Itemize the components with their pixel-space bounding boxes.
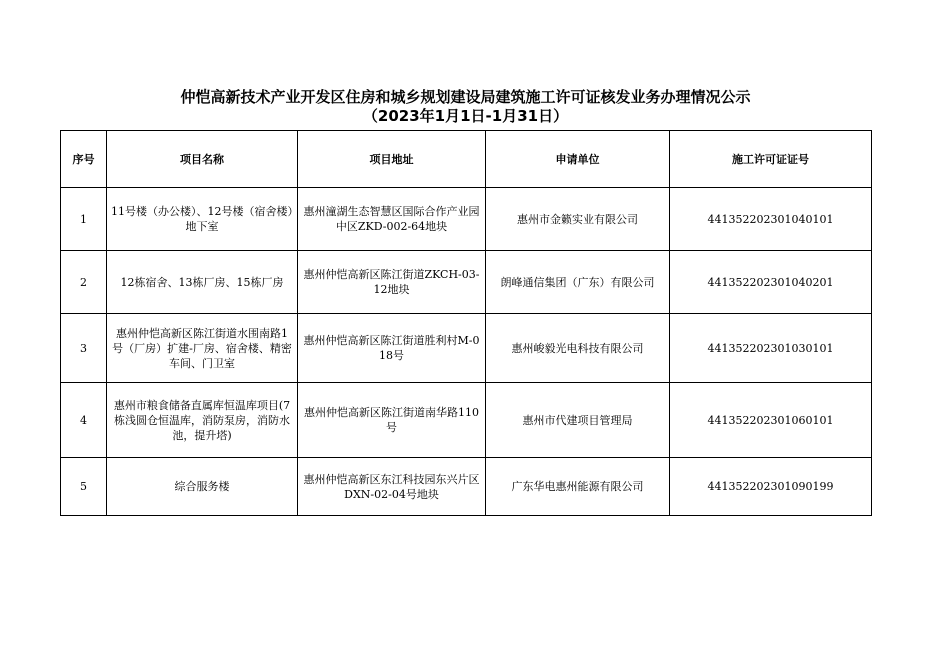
table-row [61, 383, 872, 458]
table-row [61, 458, 872, 516]
table-row [61, 251, 872, 314]
permit-table [60, 130, 872, 516]
page-title: 仲恺高新技术产业开发区住房和城乡规划建设局建筑施工许可证核发业务办理情况公示 [180, 88, 751, 106]
header-applicant: 申请单位 [486, 131, 670, 188]
table-row [61, 188, 872, 251]
cell-index: 2 [61, 251, 107, 314]
cell-index: 3 [61, 314, 107, 383]
cell-project-address: 惠州仲恺高新区陈江街道ZKCH-03-12地块 [298, 251, 486, 314]
table-header-row [61, 131, 872, 188]
cell-applicant: 朗峰通信集团（广东）有限公司 [486, 251, 670, 314]
cell-project-name: 惠州市粮食储备直属库恒温库项目(7栋浅圆仓恒温库，消防泵房，消防水池，提升塔) [107, 383, 298, 458]
cell-project-name: 惠州仲恺高新区陈江街道水围南路1号（厂房）扩建-厂房、宿舍楼、精密车间、门卫室 [107, 314, 298, 383]
cell-applicant: 惠州峻毅光电科技有限公司 [486, 314, 670, 383]
cell-applicant: 惠州市代建项目管理局 [486, 383, 670, 458]
cell-index: 1 [61, 188, 107, 251]
cell-project-address: 惠州仲恺高新区东江科技园东兴片区DXN-02-04号地块 [298, 458, 486, 516]
cell-permit-number: 441352202301040201 [670, 251, 872, 314]
cell-project-name: 综合服务楼 [107, 458, 298, 516]
header-project-address: 项目地址 [298, 131, 486, 188]
cell-index: 4 [61, 383, 107, 458]
cell-permit-number: 441352202301040101 [670, 188, 872, 251]
cell-permit-number: 441352202301090199 [670, 458, 872, 516]
table-row [61, 314, 872, 383]
cell-index: 5 [61, 458, 107, 516]
cell-permit-number: 441352202301060101 [670, 383, 872, 458]
header-permit-number: 施工许可证证号 [670, 131, 872, 188]
cell-applicant: 广东华电惠州能源有限公司 [486, 458, 670, 516]
cell-project-address: 惠州潼湖生态智慧区国际合作产业园中区ZKD-002-64地块 [298, 188, 486, 251]
date-range-subtitle: （2023年1月1日-1月31日） [362, 107, 569, 125]
cell-project-name: 11号楼（办公楼）、12号楼（宿舍楼）地下室 [107, 188, 298, 251]
cell-project-address: 惠州仲恺高新区陈江街道胜利村M-018号 [298, 314, 486, 383]
cell-project-address: 惠州仲恺高新区陈江街道南华路110号 [298, 383, 486, 458]
header-index: 序号 [61, 131, 107, 188]
cell-permit-number: 441352202301030101 [670, 314, 872, 383]
cell-project-name: 12栋宿舍、13栋厂房、15栋厂房 [107, 251, 298, 314]
cell-applicant: 惠州市金籁实业有限公司 [486, 188, 670, 251]
header-project-name: 项目名称 [107, 131, 298, 188]
